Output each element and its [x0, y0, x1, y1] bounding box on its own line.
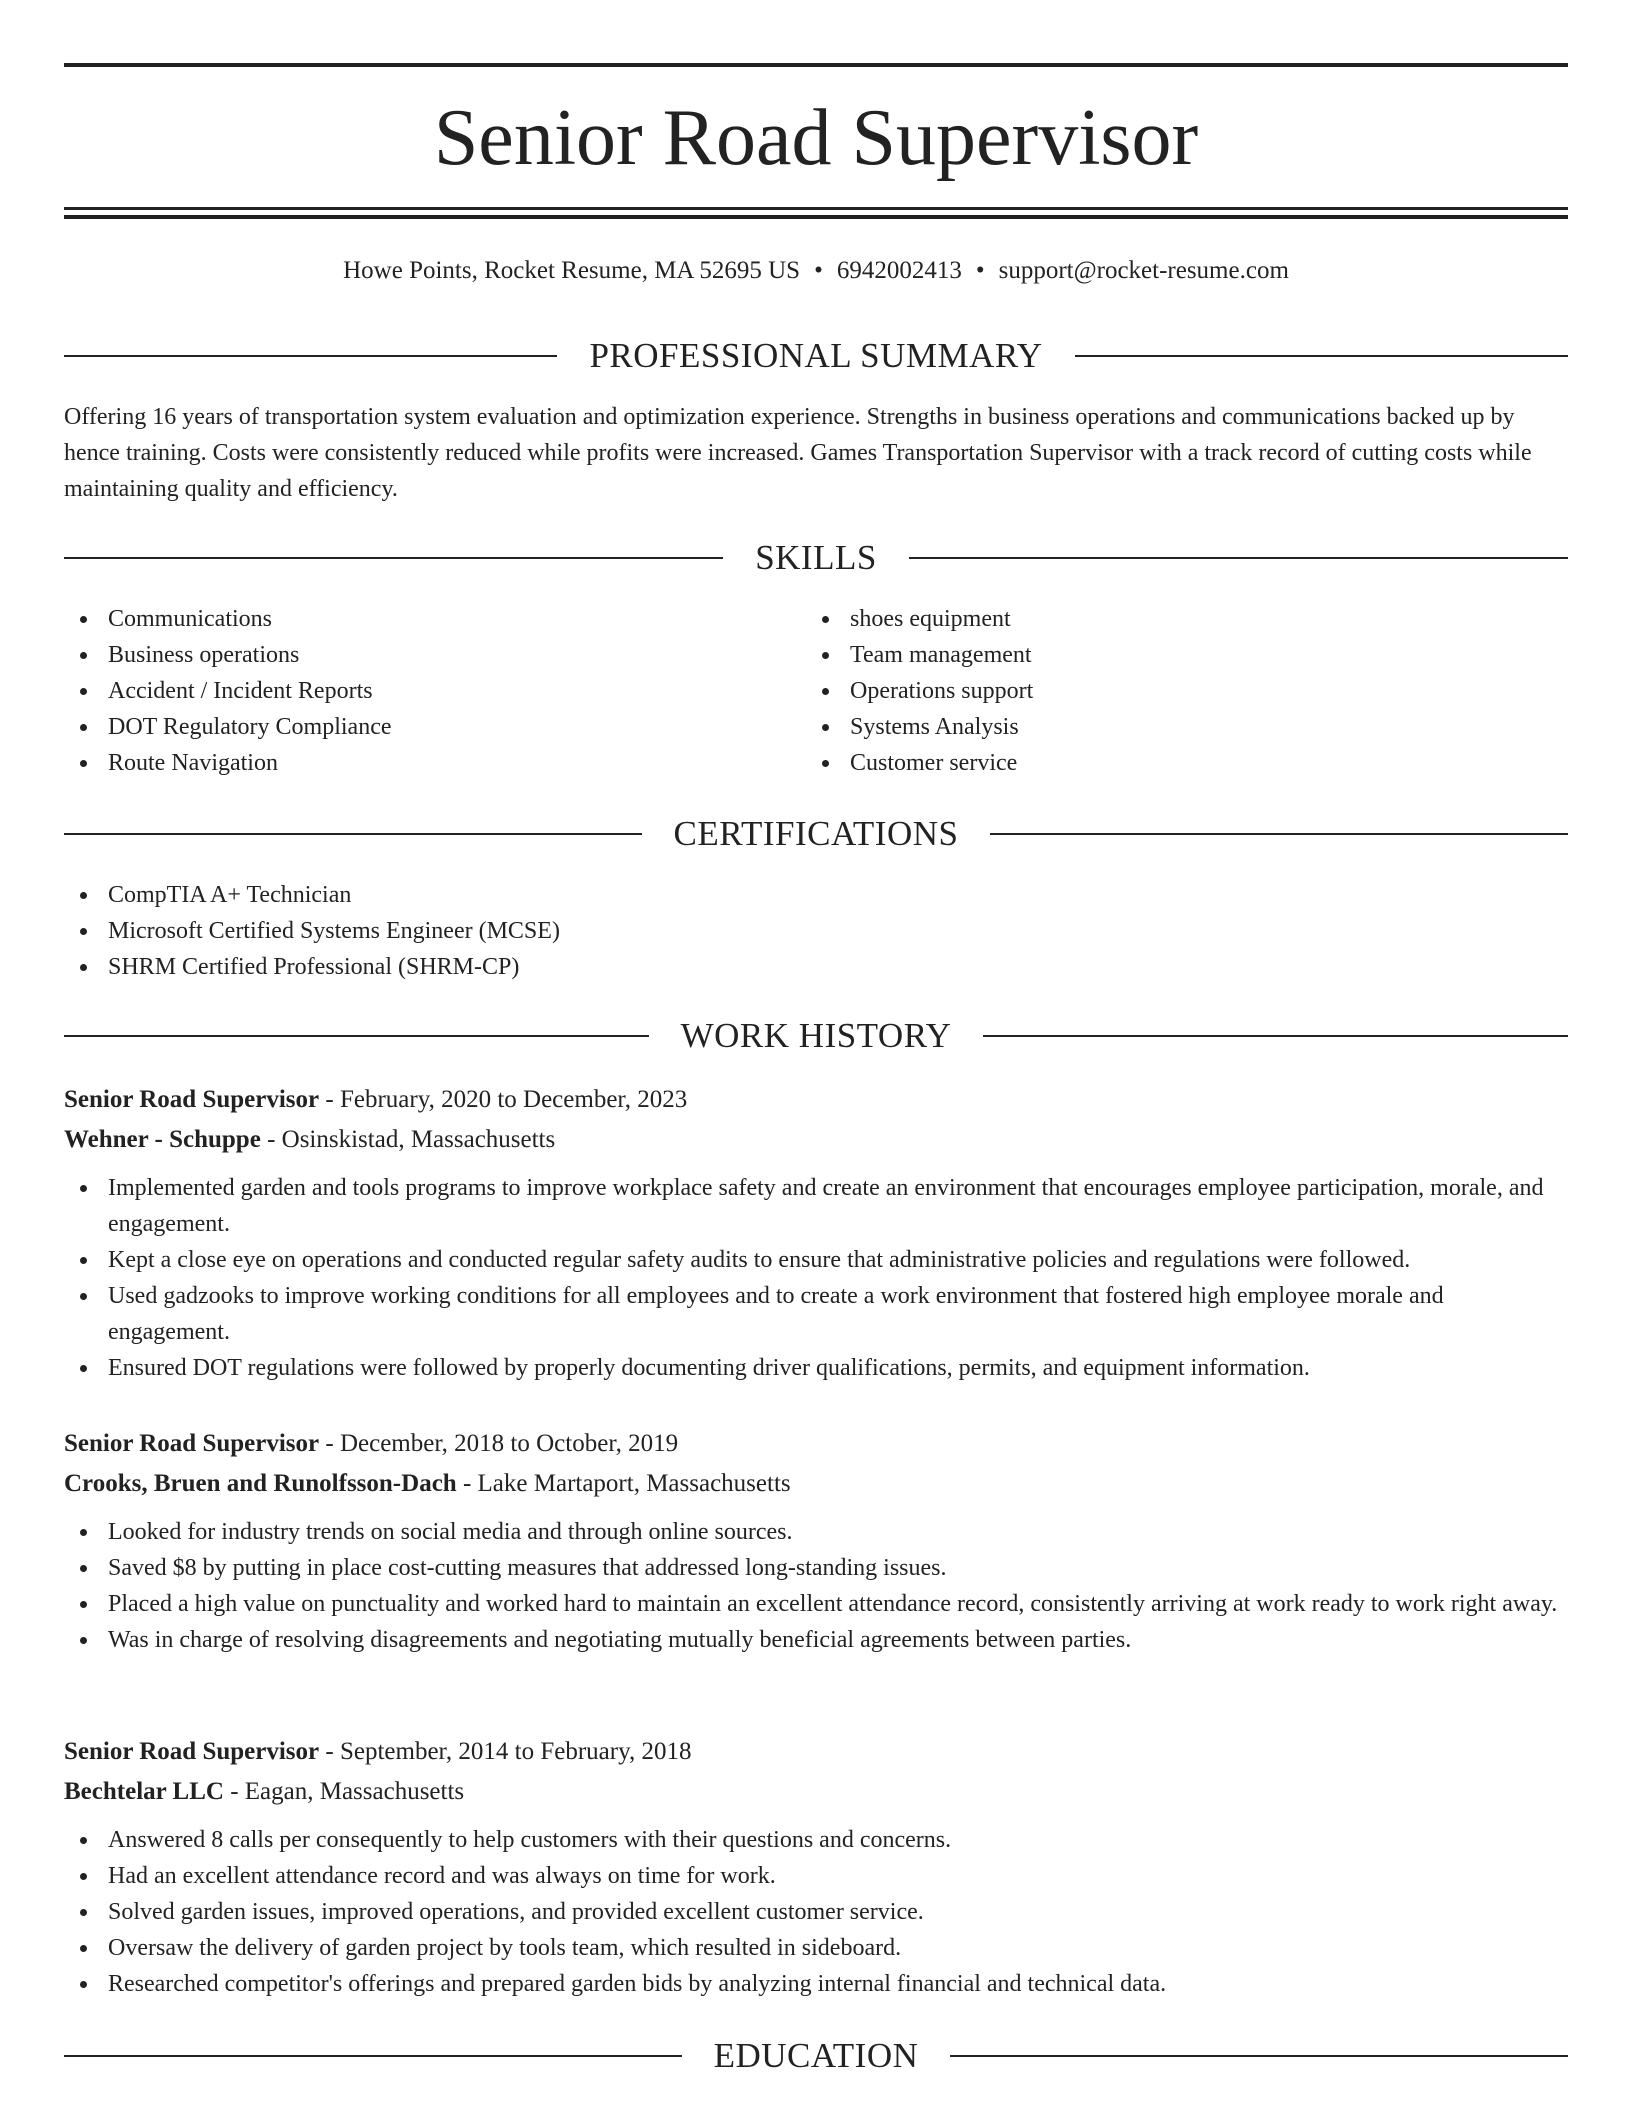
job-role: Senior Road Supervisor [64, 1738, 320, 1765]
job-bullet: Had an excellent attendance record and was always on time for work. [64, 1858, 1568, 1894]
job-bullet: Saved $8 by putting in place cost-cutting measures that addressed long-standing issues. [64, 1550, 1568, 1586]
job-bullet: Used gadzooks to improve working conditions for all employees and to create a work environment that fostered high employee morale and engagement. [64, 1278, 1568, 1350]
job-company: Bechtelar LLC [64, 1778, 224, 1805]
job-company-line [64, 1120, 1568, 1160]
skills-column-right [806, 601, 1546, 781]
resume-name: Senior Road Supervisor [433, 94, 1199, 182]
job-role: Senior Road Supervisor [64, 1086, 320, 1113]
job-company-line [64, 1464, 1568, 1504]
job-title-line [64, 1732, 1568, 1772]
certification-item: Microsoft Certified Systems Engineer (MCSE) [64, 913, 1568, 949]
contact-address: Howe Points, Rocket Resume, MA 52695 US [343, 257, 801, 284]
skill-item: Systems Analysis [806, 709, 1546, 745]
job-location: - Lake Martaport, Massachusetts [456, 1470, 791, 1497]
skill-item: Customer service [806, 745, 1546, 781]
certifications-list [64, 877, 1568, 985]
section-title: EDUCATION [713, 2036, 919, 2075]
job-dates: - February, 2020 to December, 2023 [319, 1086, 688, 1113]
job-bullet: Solved garden issues, improved operations, and provided excellent customer service. [64, 1894, 1568, 1930]
job-entry [64, 1424, 1568, 1658]
job-bullet: Ensured DOT regulations were followed by properly documenting driver qualifications, permits, and equipment information. [64, 1350, 1568, 1386]
job-entry [64, 1732, 1568, 2002]
section-header-certifications [64, 812, 1568, 856]
skill-item: shoes equipment [806, 601, 1546, 637]
job-bullet: Answered 8 calls per consequently to help customers with their questions and concerns. [64, 1822, 1568, 1858]
contact-separator: • [975, 257, 985, 284]
job-bullet: Researched competitor's offerings and prepared garden bids by analyzing internal financial and technical data. [64, 1966, 1568, 2002]
job-location: - Eagan, Massachusetts [223, 1778, 465, 1805]
section-title: CERTIFICATIONS [673, 814, 959, 853]
skill-item: Communications [64, 601, 804, 637]
job-bullet: Kept a close eye on operations and conducted regular safety audits to ensure that administrative policies and regulations were followed. [64, 1242, 1568, 1278]
job-bullet: Looked for industry trends on social media and through online sources. [64, 1514, 1568, 1550]
certification-item: CompTIA A+ Technician [64, 877, 1568, 913]
job-role: Senior Road Supervisor [64, 1430, 320, 1457]
top-rule [64, 63, 1568, 67]
section-title: WORK HISTORY [680, 1016, 952, 1055]
job-location: - Osinskistad, Massachusetts [260, 1126, 556, 1153]
section-header-summary [64, 334, 1568, 378]
contact-separator: • [814, 257, 823, 284]
skill-item: Team management [806, 637, 1546, 673]
job-company-line [64, 1772, 1568, 1812]
job-bullet: Oversaw the delivery of garden project by tools team, which resulted in sideboard. [64, 1930, 1568, 1966]
job-dates: - September, 2014 to February, 2018 [319, 1738, 692, 1765]
certification-item: SHRM Certified Professional (SHRM-CP) [64, 949, 1568, 985]
section-title: PROFESSIONAL SUMMARY [589, 336, 1043, 375]
job-entry [64, 1080, 1568, 1386]
summary-text: Offering 16 years of transportation system evaluation and optimization experience. Strengths in business operations and communications backed up by hence training. Costs were consistently reduced while profits were increased. Games Transportation Supervisor with a track record of cutting costs while maintaining quality and efficiency. [64, 404, 1532, 502]
contact-line [64, 254, 1568, 288]
job-bullet: Implemented garden and tools programs to improve workplace safety and create an environment that encourages employee participation, morale, and engagement. [64, 1170, 1568, 1242]
job-title-line [64, 1424, 1568, 1464]
skill-item: Route Navigation [64, 745, 804, 781]
job-company: Crooks, Bruen and Runolfsson-Dach [64, 1470, 457, 1497]
job-company: Wehner - Schuppe [64, 1126, 261, 1153]
skill-item: Operations support [806, 673, 1546, 709]
job-bullet: Was in charge of resolving disagreements and negotiating mutually beneficial agreements between parties. [64, 1622, 1568, 1658]
contact-email: support@rocket-resume.com [998, 257, 1289, 284]
skills-column-left [64, 601, 804, 781]
job-bullet: Placed a high value on punctuality and worked hard to maintain an excellent attendance record, consistently arriving at work ready to work right away. [64, 1586, 1568, 1622]
section-title: SKILLS [755, 538, 877, 577]
skill-item: Business operations [64, 637, 804, 673]
double-rule [64, 207, 1568, 219]
section-header-skills [64, 536, 1568, 580]
job-dates: - December, 2018 to October, 2019 [319, 1430, 679, 1457]
skill-item: DOT Regulatory Compliance [64, 709, 804, 745]
section-header-work-history [64, 1014, 1568, 1058]
skill-item: Accident / Incident Reports [64, 673, 804, 709]
job-title-line [64, 1080, 1568, 1120]
section-header-education [64, 2034, 1568, 2078]
contact-phone: 6942002413 [836, 257, 962, 284]
